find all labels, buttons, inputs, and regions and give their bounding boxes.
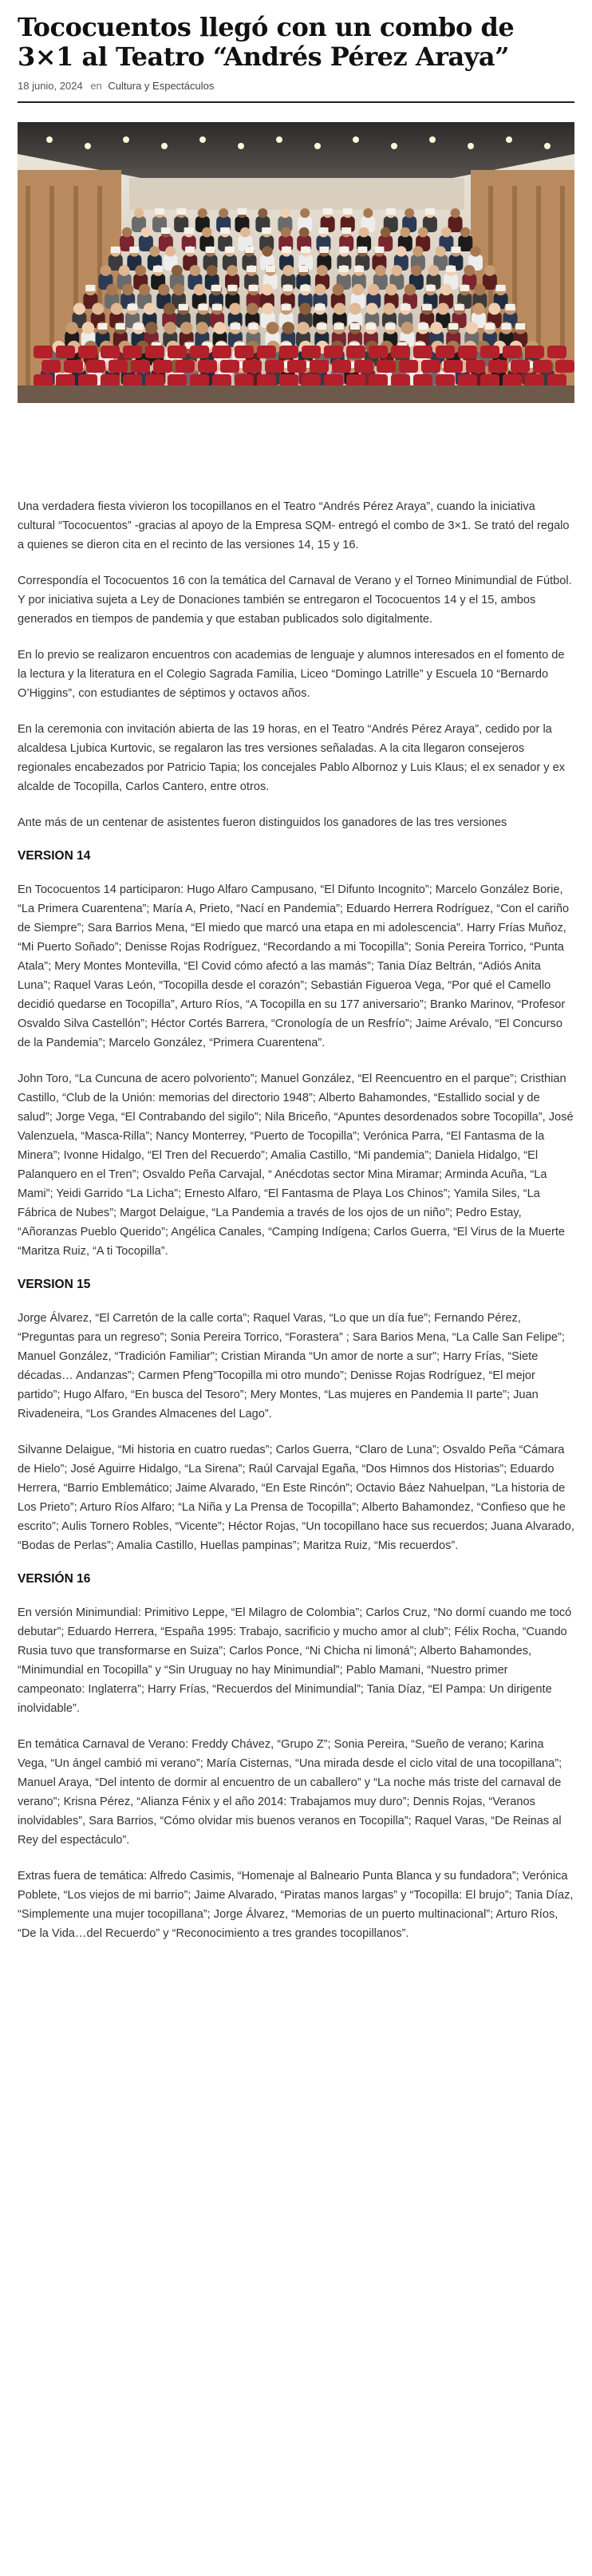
bottom-space	[18, 1960, 574, 1992]
body-paragraph: Ante más de un centenar de asistentes fueron distinguidos los ganadores de las tres versiones	[18, 816, 507, 829]
body-paragraph: En temática Carnaval de Verano: Freddy Chávez, “Grupo Z”; Sonia Pereira, “Sueño de verano; Karina Vega, “Un ángel cambió mi verano”; María Cisternas, “Una mirada desde el ciclo vital de una tocopillana”; Manuel Araya, “Del intento de dormir al encuentro de un caballero” y “La noche más triste del carnaval de verano”; Krisna Pérez, “Alianza Fénix y el año 2014: Trabajamos muy duro”; Dennis Rojas, “Veranos inolvidables”, Sara Barrios, “Cómo olvidar mis buenos veranos en Tocopilla”; Raquel Varas, “De Reinas al Rey del espectáculo”.	[18, 1738, 562, 1847]
body-paragraph: Una verdadera fiesta vivieron los tocopillanos en el Teatro “Andrés Pérez Araya”, cuando la iniciativa cultural “Tococuentos” -gracias al apoyo de la Empresa SQM- entregó el combo de 3×1. Se trató del regalo a quienes se dieron cita en el recinto de las versiones 14, 15 y 16.	[18, 500, 570, 551]
body-paragraph: Extras fuera de temática: Alfredo Casimis, “Homenaje al Balneario Punta Blanca y su fundadora”; Verónica Poblete, “Los viejos de mi barrio”; Jaime Alvarado, “Piratas manos largas” y “Tocopilla: El brujo”; Tania Díaz, “Simplemente una mujer tocopillana”; Jorge Álvarez, “Memorias de un puerto multinacional”; Arturo Ríos, “De la Vida…del Recuerdo” y “Reconocimiento a tres grandes tocopillanos”.	[18, 1870, 574, 1940]
article-body	[18, 497, 574, 1943]
body-paragraph: En la ceremonia con invitación abierta de las 19 horas, en el Teatro “Andrés Pérez Araya”, cedido por la alcaldesa Ljubica Kurtovic, se regalaron las tres versiones señaladas. A la cita llegaron consejeros regionales encabezados por Patricio Tapia; los concejales Pablo Albornoz y Luis Klaus; el ex senador y ex alcalde de Tocopilla, Carlos Cantero, entre otros.	[18, 723, 566, 793]
article-photo	[18, 122, 574, 403]
body-paragraph: En Tococuentos 14 participaron: Hugo Alfaro Campusano, “El Difunto Incognito”; Marcelo González Borie, “La Primera Cuarentena”; María A, Prieto, “Nací en Pandemia”; Eduardo Herrera Rodríguez, “Con el cariño de Siempre”; Sara Barrios Mena, “El miedo que marcó una etapa en mi adolescencia”. Harry Frías Muñoz, “Mi Puerto Soñado”; Denisse Rojas Rodríguez, “Recordando a mi Tocopilla”; Sonia Pereira Torrico, “Punta Atala”; Mery Montes Montevilla, “El Covid cómo afectó a las mamás”; Tania Díaz Beltrán, “Adiós Anita Luna”; Raquel Varas León, “Tocopilla desde el corazón”; Sebastián Figueroa Vega, “Por qué el Camello decidió quedarse en Tocopilla”, Arturo Ríos, “A Tocopilla en su 177 aniversario”; Branko Marinov, “Profesor Osvaldo Silva Castellón”; Héctor Cortés Barrera, “Cronología de un Resfrío”; Jaime Arévalo, “El Concurso de la Pandemia”; Marcelo González, “Primera Cuarentena”.	[18, 883, 570, 1049]
category-prefix: en	[90, 80, 102, 92]
article-date: 18 junio, 2024	[18, 80, 83, 92]
body-paragraph: En lo previo se realizaron encuentros con academias de lenguaje y alumnos interesados en el fomento de la lectura y la literatura en el Colegio Sagrada Familia, Liceo “Domingo Latrille” y Escuela 10 “Bernardo O’Higgins”, con estudiantes de séptimos y octavos años.	[18, 649, 565, 700]
article-page	[0, 13, 592, 1992]
section-heading: VERSIÓN 16	[18, 1572, 91, 1586]
spacer	[18, 403, 574, 497]
body-paragraph: Silvanne Delaigue, “Mi historia en cuatro ruedas”; Carlos Guerra, “Claro de Luna”; Osvaldo Peña “Cámara de Hielo”; José Aguirre Hidalgo, “La Sirena”; Raúl Carvajal Egaña, “Dos Himnos dos Historias”; Eduardo Herrera, “Barrio Emblemático; Jaime Alvarado, “En Este Rincón”; Octavio Báez Nahuelpan, “La historia de Los Prieto”; Arturo Ríos Alfaro; “La Niña y La Prensa de Tocopilla”; Alberto Bahamondez, “Confieso que he escrito”; Aulis Tornero Robles, “Vicente”; Héctor Rojas, “Un tocopillano hace sus recuerdos; Juana Alvarado, “Bodas de Perlas”; Amalia Castillo, Huellas pampinas”; Maritza Ruiz, “Mis recuerdos”.	[18, 1444, 574, 1552]
article-meta	[18, 80, 574, 103]
body-paragraph: Jorge Álvarez, “El Carretón de la calle corta”; Raquel Varas, “Lo que un día fue”; Fernando Pérez, “Preguntas para un regreso”; Sonia Pereira Torrico, “Forastera” ; Sara Barios Mena, “La Calle San Felipe”; Manuel González, “Tradición Familiar”; Cristian Miranda “Un amor de norte a sur”; Harry Frías, “Siete décadas… Andanzas”; Carmen Pfeng”Tocopilla mi otro mundo”; Denisse Rojas Rodríguez, “El mejor partido”; Hugo Alfaro, “En busca del Tesoro”; Mery Montes, “Las mujeres en Pandemia II parte”; Juan Rivadeneira, “Los Grandes Almacenes del Lago”.	[18, 1312, 565, 1420]
photo-audience-icon	[18, 122, 574, 403]
body-paragraph: John Toro, “La Cuncuna de acero polvoriento”; Manuel González, “El Reencuentro en el parque”; Cristhian Castillo, “Club de la Unión: memorias del directorio 1948”; Alberto Bahamondes, “Estallido social y de salud”; Jorge Vega, “El Contrabando del sigilo”; Nila Briceño, “Apuntes desordenados sobre Tocopilla”, José Valenzuela, “Masca-Rilla”; Nancy Monterrey, “Puerto de Tocopilla”; Verónica Parra, “El Fantasma de la Minera”; Ivonne Hidalgo, “El Tren del Recuerdo”; Amalia Castillo, “Mi pandemia”; Daniela Hidalgo, “El Palanquero en el Tren”; Osvaldo Peña Carvajal, “ Anécdotas sector Mina Miramar; Arminda Acuña, “La Mami”; Yeidi Garrido “La Licha”; Ernesto Alfaro, “El Fantasma de Playa Los Chinos”; Yamila Siles, “La Fábrica de Nubes”; Margot Delaigue, “La Pandemia a través de los ojos de un niño”; Pedro Estay, “Añoranzas Pueblo Querido”; Angélica Canales, “Camping Indígena; Carlos Guerra, “El Virus de la Muerte “Maritza Ruiz, “A ti Tocopilla”.	[18, 1073, 574, 1258]
article-title: Tococuentos llegó con un combo de 3×1 al Teatro “Andrés Pérez Araya”	[18, 12, 515, 72]
body-paragraph: Correspondía el Tococuentos 16 con la temática del Carnaval de Verano y el Torneo Minimundial de Fútbol. Y por iniciativa sujeta a Ley de Donaciones también se entregaron el Tococuentos 14 y el 15, ambos generados en tiempos de pandemia y que estaban publicados solo digitalmente.	[18, 575, 572, 626]
section-heading: VERSION 15	[18, 1278, 91, 1291]
section-heading: VERSION 14	[18, 849, 91, 863]
body-paragraph: En versión Minimundial: Primitivo Leppe, “El Milagro de Colombia”; Carlos Cruz, “No dormí cuando me tocó debutar”; Eduardo Herrera, “España 1995: Trabajo, sacrificio y mucho amor al club”; Félix Rocha, “Cuando Rusia tuvo que transformarse en Suiza”; Carlos Ponce, “Ni Chicha ni limoná”; Alberto Bahamondes, “Minimundial en Tocopilla” y “Sin Uruguay no hay Minimundial”; Pablo Mamani, “Nuestro primer campeonato: Inglaterra”; Harry Frías, “Recuerdos del Minimundial”; Tania Díaz, “El Pampa: Un dirigente inolvidable”.	[18, 1606, 572, 1715]
category-link[interactable]: Cultura y Espectáculos	[108, 80, 215, 92]
